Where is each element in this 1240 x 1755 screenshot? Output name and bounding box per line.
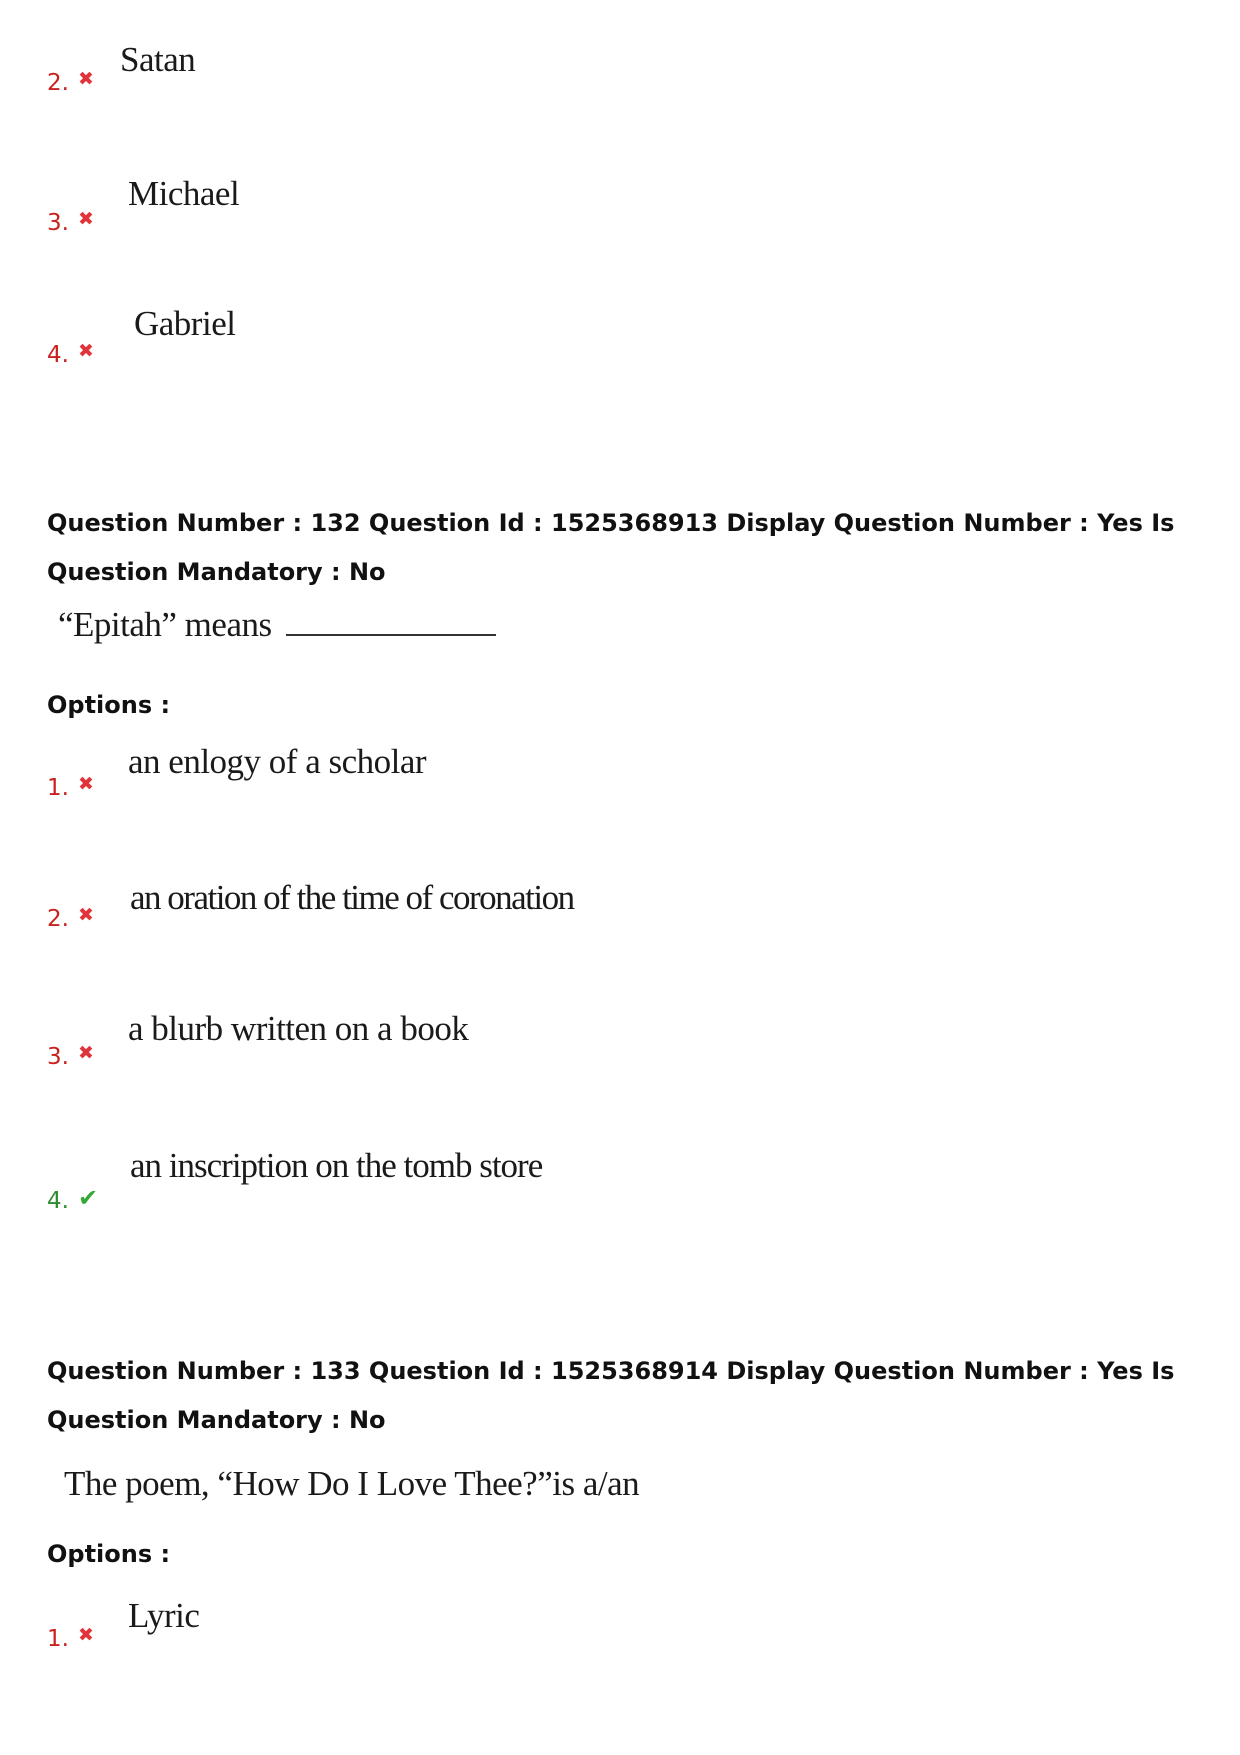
option-number: 3. bbox=[47, 210, 69, 236]
cross-mark-icon: ✖ bbox=[78, 68, 94, 90]
question-stem: The poem, “How Do I Love Thee?”is a/an bbox=[64, 1464, 640, 1503]
option-number: 4. bbox=[47, 1188, 69, 1214]
cross-mark-icon: ✖ bbox=[78, 208, 94, 230]
option-number: 2. bbox=[47, 906, 69, 932]
option-text: an enlogy of a scholar bbox=[128, 742, 427, 781]
question-header: Question Number : 132 Question Id : 1525368913 Display Question Number : Yes Is Question Mandatory : No bbox=[47, 509, 1175, 586]
option-number: 1. bbox=[47, 1626, 69, 1652]
cross-mark-icon: ✖ bbox=[78, 340, 94, 362]
option-text: an inscription on the tomb store bbox=[130, 1146, 543, 1185]
options-label: Options : bbox=[47, 1540, 171, 1568]
cross-mark-icon: ✖ bbox=[78, 1624, 94, 1646]
question-stem: “Epitah” means bbox=[58, 605, 272, 644]
option-text: a blurb written on a book bbox=[128, 1009, 469, 1048]
option-text: Satan bbox=[120, 40, 196, 79]
option-text: an oration of the time of coronation bbox=[130, 878, 574, 917]
option-text: Lyric bbox=[128, 1596, 200, 1635]
question-text bbox=[58, 606, 496, 642]
option-number: 2. bbox=[47, 70, 69, 96]
cross-mark-icon: ✖ bbox=[78, 773, 94, 795]
option-text: Gabriel bbox=[134, 304, 236, 343]
answer-blank bbox=[286, 606, 496, 636]
option-number: 1. bbox=[47, 775, 69, 801]
cross-mark-icon: ✖ bbox=[78, 904, 94, 926]
option-text: Michael bbox=[128, 174, 240, 213]
question-text bbox=[64, 1466, 639, 1501]
option-number: 4. bbox=[47, 342, 69, 368]
option-number: 3. bbox=[47, 1044, 69, 1070]
question-header: Question Number : 133 Question Id : 1525368914 Display Question Number : Yes Is Question Mandatory : No bbox=[47, 1357, 1175, 1434]
options-label: Options : bbox=[47, 691, 171, 719]
cross-mark-icon: ✖ bbox=[78, 1042, 94, 1064]
check-mark-icon: ✔ bbox=[78, 1184, 99, 1212]
